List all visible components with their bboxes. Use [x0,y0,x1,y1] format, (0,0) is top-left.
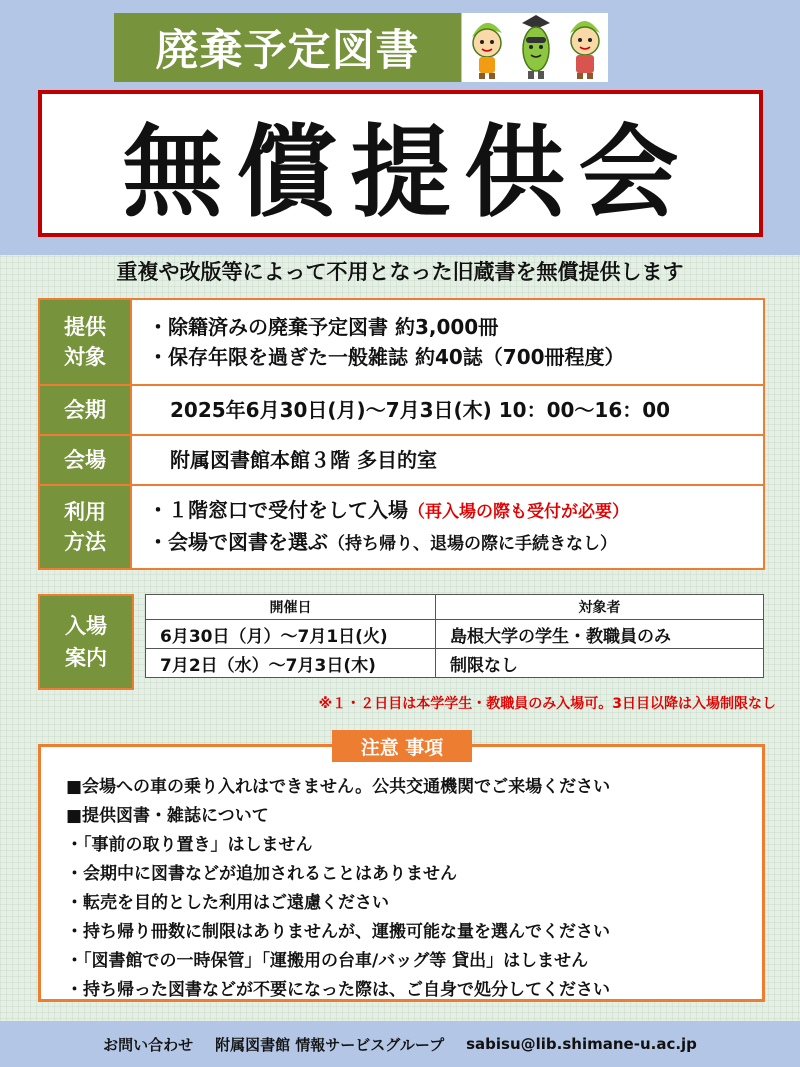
list-item: ・会期中に図書などが追加されることはありません [66,864,457,884]
list-item: ・転売を目的とした利用はご遠慮ください [66,893,389,913]
usage-label-text: 利用 方法 [64,500,106,554]
usage-line-2-text: ・会場で図書を選ぶ [148,530,328,554]
schedule-target: 制限なし [436,649,764,678]
schedule-header-date: 開催日 [146,595,436,620]
list-item: ・「事前の取り置き」はしません [66,835,313,855]
notice-title: 注意 事項 [332,730,472,762]
list-item: ・持ち帰り冊数に制限はありませんが、運搬可能な量を選んでください [66,922,610,942]
entry-label-text: 入場 案内 [65,614,107,670]
period-content [132,386,763,434]
period-row [40,386,763,436]
entry-label [38,594,134,690]
schedule-header-row [146,595,764,620]
period-text: 2025年6月30日(月)～7月3日(木) 10：00～16：00 [170,398,671,422]
table-row [146,620,764,649]
usage-line-1-text: ・１階窓口で受付をして入場 [148,498,408,522]
venue-content [132,436,763,484]
venue-label: 会場 [40,436,132,484]
usage-content [132,486,763,568]
entry-footnote: ※１・２日目は本学学生・教職員のみ入場可。3日目以降は入場制限なし [318,696,776,712]
venue-row [40,436,763,486]
list-item: ■会場への車の乗り入れはできません。公共交通機関でご来場ください [66,777,611,797]
usage-line-2 [148,527,763,559]
usage-label [40,486,132,568]
contact-label: お問い合わせ [103,1035,194,1054]
period-label: 会期 [40,386,132,434]
target-label-text: 提供 対象 [64,315,106,369]
list-item: ■提供図書・雑誌について [66,806,269,826]
schedule-date: 6月30日（月）～7月1日(火) [146,620,436,649]
schedule-target: 島根大学の学生・教職員のみ [436,620,764,649]
venue-text: 附属図書館本館３階 多目的室 [170,448,437,472]
info-table [38,298,765,570]
contact-dept: 附属図書館 情報サービスグループ [215,1035,445,1054]
usage-row [40,486,763,568]
target-line-1: ・除籍済みの廃棄予定図書 約3,000冊 [148,315,499,339]
tag-title: 廃棄予定図書 [114,13,461,82]
subtitle: 重複や改版等によって不用となった旧蔵書を無償提供します [116,260,684,284]
target-label [40,300,132,384]
usage-line-1 [148,495,763,527]
notice-list [66,773,766,1005]
schedule-date: 7月2日（水）～7月3日(木) [146,649,436,678]
main-title-box [38,90,763,237]
target-row [40,300,763,386]
list-item: ・「図書館での一時保管」「運搬用の台車/バッグ等 貸出」はしません [66,951,589,971]
target-line-2: ・保存年限を過ぎた一般雑誌 約40誌（700冊程度） [148,345,625,369]
main-title: 無償提供会 [122,113,693,231]
usage-line-2-note: （持ち帰り、退場の際に手続きなし） [328,534,617,554]
contact-line [0,1026,800,1062]
mascot-characters-icon [462,13,608,82]
contact-email: sabisu@lib.shimane-u.ac.jp [466,1035,697,1053]
schedule-header-target: 対象者 [436,595,764,620]
schedule-table [145,594,764,678]
list-item: ・持ち帰った図書などが不要になった際は、ご自身で処分してください [66,980,610,1000]
target-content [132,300,763,384]
usage-line-1-note: （再入場の際も受付が必要） [408,502,629,522]
table-row [146,649,764,678]
